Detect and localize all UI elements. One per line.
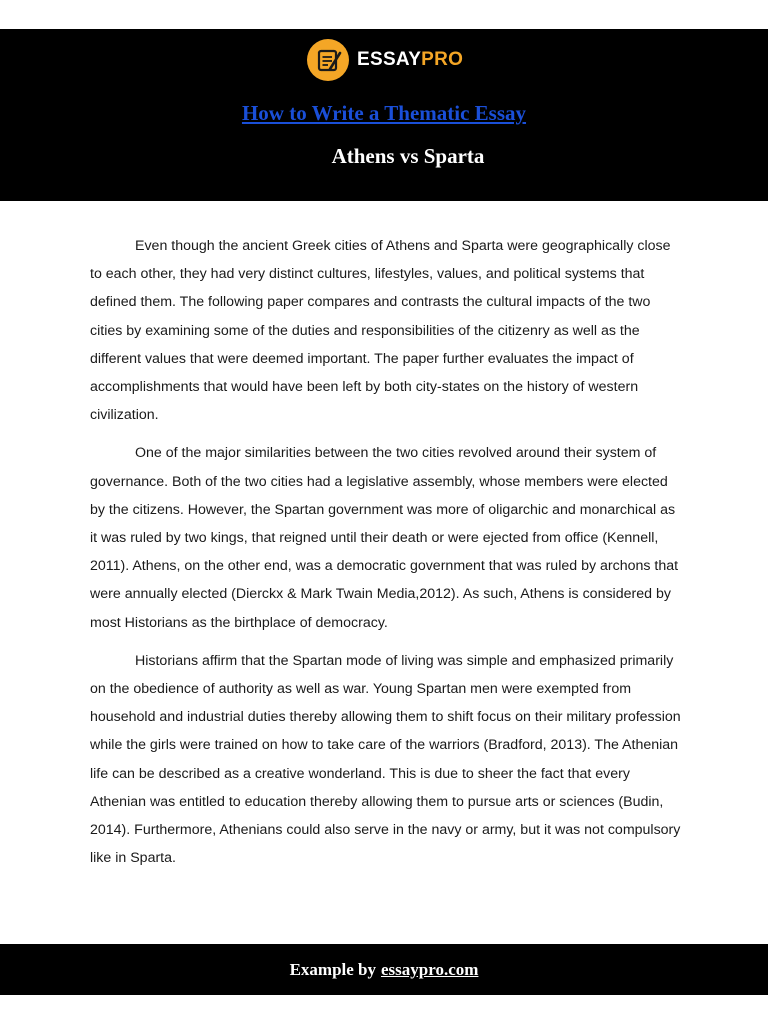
brand-name-part1: ESSAY xyxy=(357,49,422,70)
title-link[interactable]: How to Write a Thematic Essay xyxy=(241,101,527,125)
paragraph: Even though the ancient Greek cities of Athens and Sparta were geographically close to each other, they had very distinct cultures, lifestyles, values, and political systems that defined them. The following paper compares and contrasts the cultural impacts of the two cities by examining some of the duties and responsibilities of the citizenry as well as the different values that were deemed important. The paper further evaluates the impact of accomplishments that would have been left by both city-states on the history of western civilization. xyxy=(90,238,671,424)
footer-site-link[interactable]: essaypro.com xyxy=(381,959,479,979)
essay-body xyxy=(90,232,682,882)
footer-prefix: Example by xyxy=(289,959,376,979)
paragraph: Historians affirm that the Spartan mode of living was simple and emphasized primarily on the obedience of authority as well as war. Young Spartan men were exempted from household and industrial duties thereby allowing them to shift focus on their military profession while the girls were trained on how to take care of the warriors (Bradford, 2013). The Athenian life can be described as a creative wonderland. This is due to sheer the fact that every Athenian was entitled to education thereby allowing them to pursue arts or sciences (Budin, 2014). Furthermore, Athenians could also serve in the navy or army, but it was not compulsory like in Sparta. xyxy=(90,652,681,867)
footer-banner xyxy=(0,944,768,995)
brand-logo[interactable] xyxy=(307,39,463,81)
brand-name-part2: PRO xyxy=(421,49,464,70)
pencil-paper-icon xyxy=(307,39,349,81)
document-subtitle: Athens vs Sparta xyxy=(331,144,485,168)
paragraph: One of the major similarities between the two cities revolved around their system of governance. Both of the two cities had a legislative assembly, whose members were elected by the citizens. However, the Spartan government was more of oligarchic and monarchical as it was ruled by two kings, that reigned until their death or were ejected from office (Kennell, 2011). Athens, on the other end, was a democratic government that was ruled by archons that were annually elected (Dierckx & Mark Twain Media,2012). As such, Athens is considered by most Historians as the birthplace of democracy. xyxy=(90,445,679,631)
brand-name xyxy=(357,49,463,71)
header-banner xyxy=(0,29,768,201)
